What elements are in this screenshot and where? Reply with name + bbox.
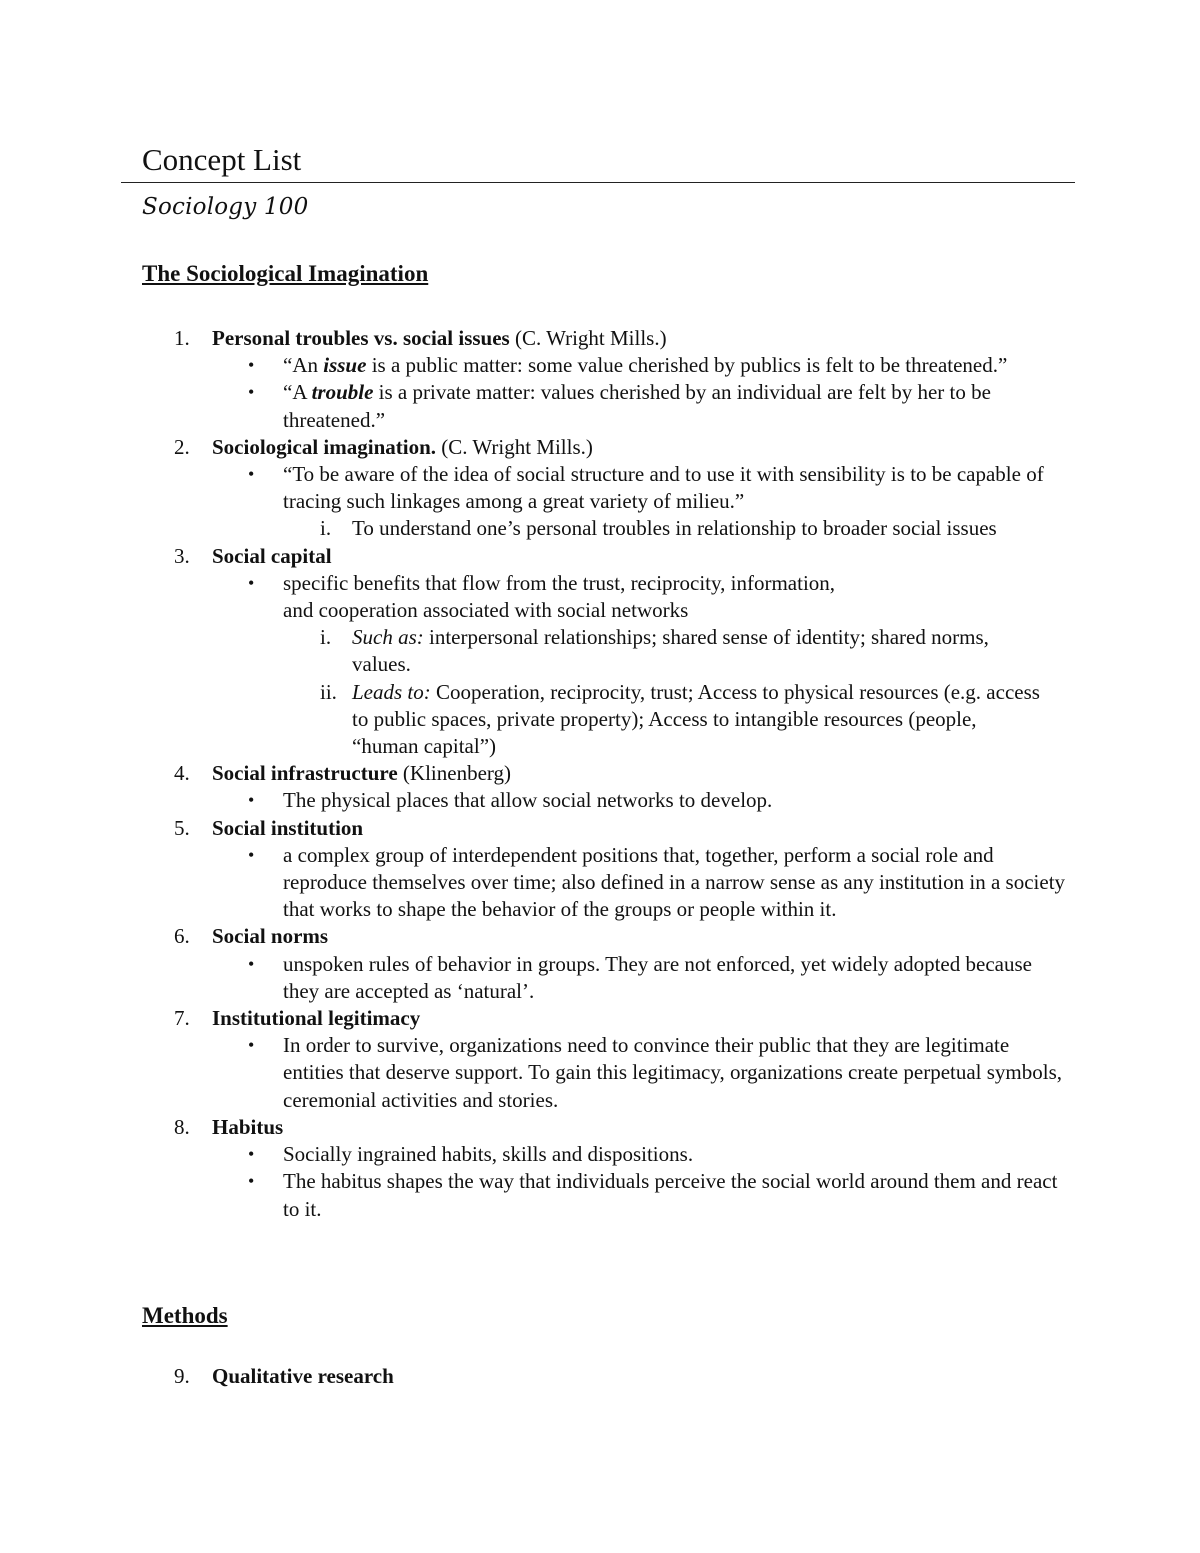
concept-item-9 [0,1363,1200,1390]
concept-attribution: (Klinenberg) [397,761,511,786]
item-number: 5. [174,815,190,840]
bullet-point: • specific benefits that flow from the trust, reciprocity, information, and cooperation associated with social networks [248,570,836,623]
concept-term: Personal troubles vs. social issues [212,326,510,350]
concept-term: Social capital [212,543,332,568]
concept-attribution: (C. Wright Mills.) [509,326,667,350]
bullet-point: • “A trouble is a private matter: values cherished by an individual are felt by her to be threatened.” [248,380,991,432]
bullet-icon: • [248,844,255,865]
item-number: 3. [174,543,190,568]
bullet-icon: • [248,953,255,974]
bullet-point: • a complex group of interdependent positions that, together, perform a social role and reproduce themselves over time; also defined in a narrow sense as any institution in a society that works to shape the behavior of the groups or people within it. [248,842,1066,922]
bullet-point: • unspoken rules of behavior in groups. They are not enforced, yet widely adopted because they are accepted as ‘natural’. [248,951,1032,1003]
bullet-point: • The physical places that allow social networks to develop. [283,787,1073,814]
concept-term: Habitus [212,1114,284,1139]
concept-term: Qualitative research [212,1364,394,1388]
bullet-icon: • [248,1144,255,1165]
roman-numeral: i. [320,516,332,541]
bullet-icon: • [248,355,255,376]
item-number: 6. [174,924,190,949]
concept-item-7 [0,1005,1200,1114]
sub-point: i. To understand one’s personal troubles in relationship to broader social issues [352,515,1042,542]
sub-point: ii. Leads to: Cooperation, reciprocity, trust; Access to physical resources (e.g. access to public spaces, private property); Access to intangible resources (people, “human capital”) [320,679,1040,759]
page-title: Concept List [142,142,302,177]
page-subtitle: Sociology 100 [142,194,309,220]
bullet-icon: • [248,464,255,485]
bullet-point: • “An issue is a public matter: some value cherished by publics is felt to be threatened.” [283,352,1073,379]
title-divider [121,182,1075,183]
bullet-icon: • [248,572,255,593]
item-number: 9. [174,1364,190,1388]
concept-term: Sociological imagination. [212,434,437,459]
emphasis-term: issue [323,353,367,378]
bullet-icon: • [248,1171,255,1192]
section-heading-sociological-imagination: The Sociological Imagination [142,261,429,286]
concept-term: Social infrastructure [212,761,398,786]
item-number: 2. [174,434,190,459]
section-heading-methods: Methods [142,1303,228,1328]
bullet-point: • “To be aware of the idea of social structure and to use it with sensibility is to be capable of tracing such linkages among a great variety of milieu.” [248,462,1044,514]
bullet-icon: • [248,382,255,403]
concept-attribution: (C. Wright Mills.) [436,434,593,459]
item-number: 1. [174,326,190,350]
bullet-point: • In order to survive, organizations need to convince their public that they are legitimate entities that deserve support. To gain this legitimacy, organizations create perpetual symbols, ceremonial activities and stories. [248,1033,1063,1112]
concept-term: Social institution [212,815,364,840]
sub-point: i. Such as: interpersonal relationships; shared sense of identity; shared norms, values. [320,625,989,677]
concept-item-6 [0,923,1200,1005]
concept-term: Institutional legitimacy [212,1006,421,1031]
bullet-point: • Socially ingrained habits, skills and dispositions. [283,1141,1073,1168]
concept-item-1 [0,325,1200,434]
concept-item-3 [0,543,1200,761]
concept-item-5 [0,815,1200,924]
concept-list-section-2 [0,1363,1200,1390]
roman-numeral: ii. [320,679,337,704]
concept-list-section-1 [0,325,1200,1223]
bullet-icon: • [248,1035,255,1056]
concept-term: Social norms [212,924,329,949]
bullet-icon: • [248,790,255,811]
concept-item-2 [0,434,1200,543]
item-number: 4. [174,761,190,786]
bullet-point: • The habitus shapes the way that individuals perceive the social world around them and react to it. [248,1169,1058,1221]
concept-item-4 [0,760,1200,814]
emphasis-term: trouble [311,380,374,405]
roman-numeral: i. [320,625,332,650]
item-number: 7. [174,1006,190,1031]
concept-item-8 [0,1114,1200,1223]
item-number: 8. [174,1114,190,1139]
